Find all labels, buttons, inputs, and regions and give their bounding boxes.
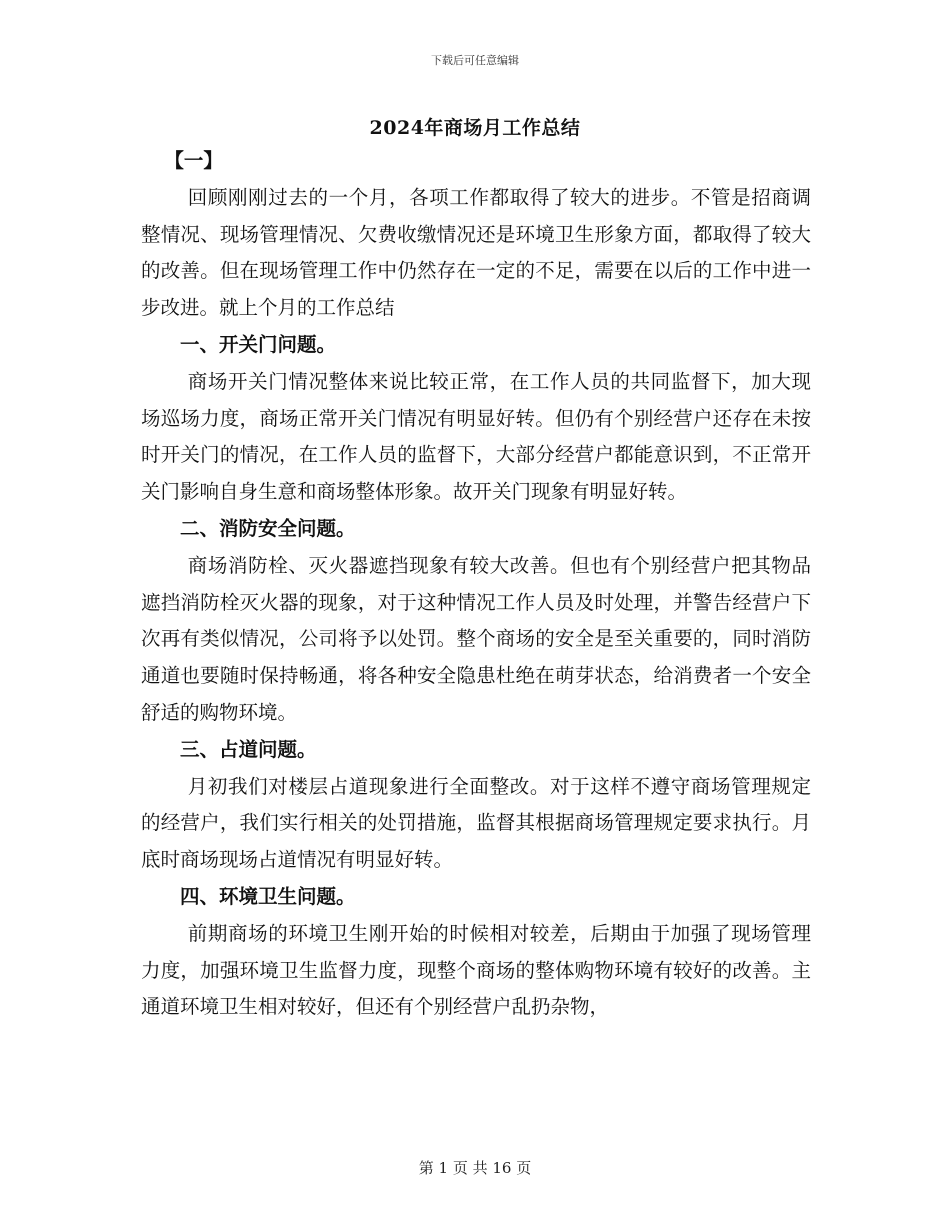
paragraph-sanitation: 前期商场的环境卫生刚开始的时候相对较差，后期由于加强了现场管理力度，加强环境卫生监督力度，现整个商场的整体购物环境有较好的改善。主通道环境卫生相对较好，但还有个别经营户乱扔杂物， xyxy=(141,921,811,1019)
section-label: 【一】 xyxy=(164,149,223,172)
heading-door: 一、开关门问题。 xyxy=(180,332,337,356)
heading-sanitation: 四、环境卫生问题。 xyxy=(180,884,356,908)
document-title: 2024年商场月工作总结 xyxy=(369,117,581,139)
header-note: 下载后可任意编辑 xyxy=(431,54,519,67)
paragraph-intro: 回顾刚刚过去的一个月，各项工作都取得了较大的进步。不管是招商调整情况、现场管理情况、欠费收缴情况还是环境卫生形象方面，都取得了较大的改善。但在现场管理工作中仍然存在一定的不足，需要在以后的工作中进一步改进。就上个月的工作总结 xyxy=(141,185,811,320)
paragraph-fire-safety: 商场消防栓、灭火器遮挡现象有较大改善。但也有个别经营户把其物品遮挡消防栓灭火器的现象，对于这种情况工作人员及时处理，并警告经营户下次再有类似情况，公司将予以处罚。整个商场的安全是至关重要的，同时消防通道也要随时保持畅通，将各种安全隐患杜绝在萌芽状态，给消费者一个安全舒适的购物环境。 xyxy=(141,553,811,724)
document-body xyxy=(141,143,811,1026)
paragraph-aisle: 月初我们对楼层占道现象进行全面整改。对于这样不遵守商场管理规定的经营户，我们实行相关的处罚措施，监督其根据商场管理规定要求执行。月底时商场现场占道情况有明显好转。 xyxy=(141,774,811,872)
page-footer: 第 1 页 共 16 页 xyxy=(418,1159,532,1177)
heading-fire-safety: 二、消防安全问题。 xyxy=(180,516,356,540)
paragraph-door: 商场开关门情况整体来说比较正常，在工作人员的共同监督下，加大现场巡场力度，商场正常开关门情况有明显好转。但仍有个别经营户还存在未按时开关门的情况，在工作人员的监督下，大部分经营户都能意识到，不正常开关门影响自身生意和商场整体形象。故开关门现象有明显好转。 xyxy=(141,369,811,504)
heading-aisle: 三、占道问题。 xyxy=(180,737,317,761)
